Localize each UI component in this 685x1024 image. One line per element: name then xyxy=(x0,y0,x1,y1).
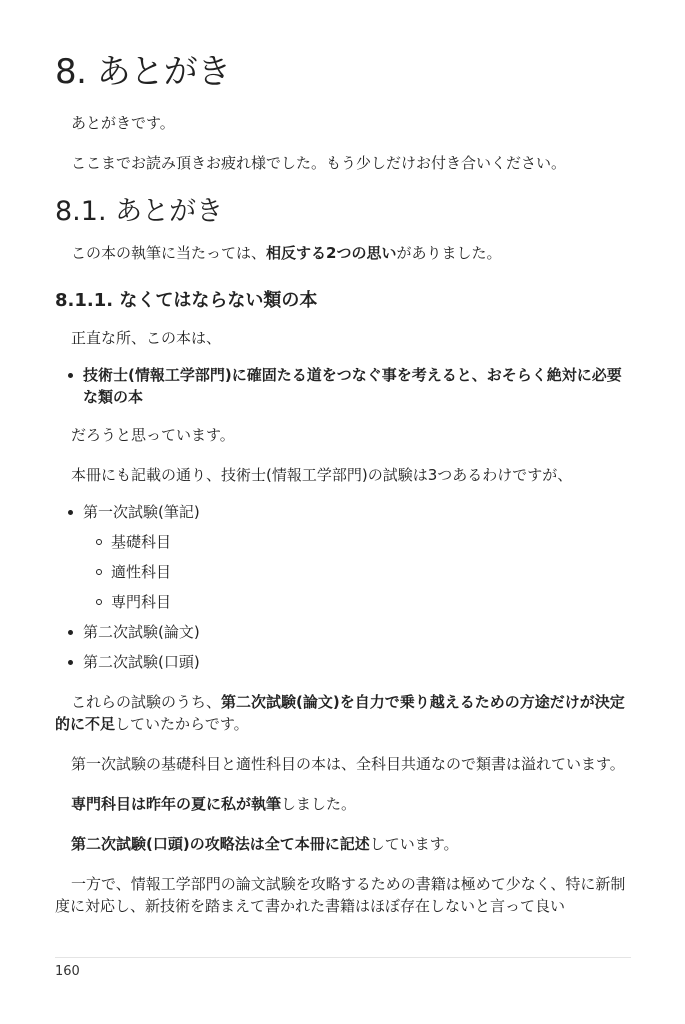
sub-list-item-text: 適性科目 xyxy=(111,563,172,581)
list-item xyxy=(55,651,631,673)
bold-text: 第二次試験(論文)を自力で乗り越えるための方途だけが決定的に不足 xyxy=(55,693,625,733)
bold-text: 専門科目は昨年の夏に私が執筆 xyxy=(71,795,282,813)
subsection-paragraph-6 xyxy=(55,793,631,815)
subsection-title: 8.1.1. なくてはならない類の本 xyxy=(55,290,318,311)
text-run: しました。 xyxy=(281,795,357,813)
sub-list-item xyxy=(83,561,631,583)
sub-list-item-text: 基礎科目 xyxy=(111,533,172,551)
sub-list xyxy=(83,531,631,613)
list-item xyxy=(55,364,631,408)
list-item xyxy=(55,501,631,613)
subsection-paragraph-7 xyxy=(55,833,631,855)
bullet-icon xyxy=(68,373,73,378)
subsection-paragraph-1: 正直な所、この本は、 xyxy=(71,329,222,347)
subsection-paragraph-3: 本冊にも記載の通り、技術士(情報工学部門)の試験は3つあるわけですが、 xyxy=(71,466,573,484)
page-number: 160 xyxy=(55,964,80,979)
section-paragraph xyxy=(55,242,631,264)
circle-bullet-icon xyxy=(96,569,102,575)
list-item-text: 技術士(情報工学部門)に確固たる道をつなぐ事を考えると、おそらく絶対に必要な類の本 xyxy=(83,366,622,406)
subsection-paragraph-2: だろうと思っています。 xyxy=(71,426,235,444)
bullet-icon xyxy=(68,630,73,635)
bullet-icon xyxy=(68,660,73,665)
list-item-text: 第二次試験(口頭) xyxy=(83,653,200,671)
text-run: これらの試験のうち、 xyxy=(71,693,222,711)
text-run: しています。 xyxy=(369,835,459,853)
text-run: していたからです。 xyxy=(115,715,249,733)
list-item-text: 第二次試験(論文) xyxy=(83,623,200,641)
list-item xyxy=(55,621,631,643)
exam-list xyxy=(55,501,631,673)
list-item-text: 第一次試験(筆記) xyxy=(83,503,200,521)
circle-bullet-icon xyxy=(96,539,102,545)
sub-list-item-text: 専門科目 xyxy=(111,593,172,611)
bullet-icon xyxy=(68,510,73,515)
subsection-paragraph-4 xyxy=(55,691,631,735)
bullet-list xyxy=(55,364,631,408)
sub-list-item xyxy=(83,531,631,553)
subsection-paragraph-8: 一方で、情報工学部門の論文試験を攻略するための書籍は極めて少なく、特に新制度に対応し、新技術を踏まえて書かれた書籍はほぼ存在しないと言って良い xyxy=(55,875,626,915)
page-content xyxy=(55,40,631,917)
intro-paragraph-1: あとがきです。 xyxy=(71,114,175,132)
text-run: がありました。 xyxy=(396,244,502,262)
chapter-title: 8. あとがき xyxy=(55,52,231,92)
sub-list-item xyxy=(83,591,631,613)
footer-divider xyxy=(55,957,631,958)
bold-text: 第二次試験(口頭)の攻略法は全て本冊に記述 xyxy=(71,835,370,853)
circle-bullet-icon xyxy=(96,599,102,605)
subsection-paragraph-5: 第一次試験の基礎科目と適性科目の本は、全科目共通なので類書は溢れています。 xyxy=(71,755,625,773)
section-title: 8.1. あとがき xyxy=(55,196,224,227)
intro-paragraph-2: ここまでお読み頂きお疲れ様でした。もう少しだけお付き合いください。 xyxy=(71,154,567,172)
text-run: この本の執筆に当たっては、 xyxy=(71,244,267,262)
bold-text: 相反する2つの思い xyxy=(266,244,397,262)
